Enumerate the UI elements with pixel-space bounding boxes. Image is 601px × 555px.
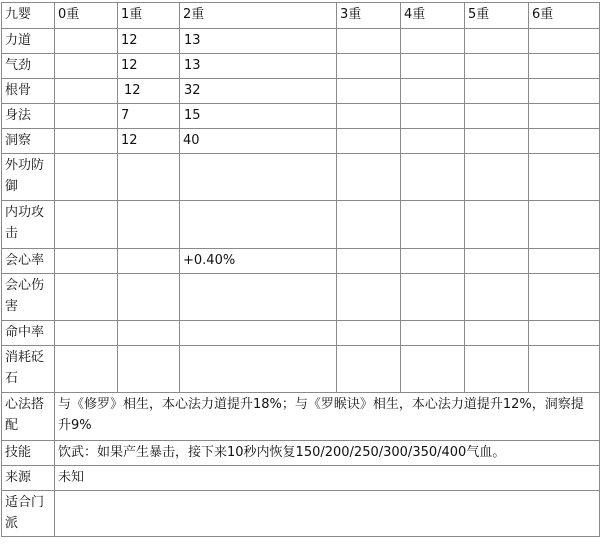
table-cell <box>180 201 337 249</box>
table-cell: 7 <box>118 104 180 129</box>
table-row <box>2 129 600 154</box>
table-row <box>2 249 600 274</box>
table-row <box>2 29 600 54</box>
table-cell <box>401 274 465 321</box>
table-cell <box>465 129 529 154</box>
table-cell <box>337 54 401 79</box>
table-row <box>2 154 600 201</box>
table-cell <box>55 104 118 129</box>
table-cell <box>55 249 118 274</box>
table-cell <box>118 201 180 249</box>
table-cell <box>55 29 118 54</box>
table-cell <box>529 79 600 104</box>
table-cell <box>401 79 465 104</box>
row-label: 身法 <box>2 104 55 129</box>
table-cell <box>55 274 118 321</box>
table-cell: 32 <box>180 79 337 104</box>
table-cell <box>337 249 401 274</box>
table-row <box>2 201 600 249</box>
table-cell <box>55 79 118 104</box>
table-cell <box>529 104 600 129</box>
detail-row-source <box>2 466 600 491</box>
table-cell <box>55 201 118 249</box>
table-cell <box>529 346 600 393</box>
table-cell <box>337 154 401 201</box>
table-cell <box>465 249 529 274</box>
row-label: 消耗砭石 <box>2 346 55 393</box>
table-cell <box>118 321 180 346</box>
table-cell <box>529 154 600 201</box>
level-2-header: 2重 <box>180 3 337 29</box>
row-label: 力道 <box>2 29 55 54</box>
detail-label: 心法搭配 <box>2 393 55 441</box>
table-cell <box>180 346 337 393</box>
detail-row-heart-method <box>2 393 600 441</box>
table-row <box>2 104 600 129</box>
table-cell <box>118 249 180 274</box>
table-cell <box>401 154 465 201</box>
row-label: 外功防御 <box>2 154 55 201</box>
level-0-header: 0重 <box>55 3 118 29</box>
table-row <box>2 54 600 79</box>
detail-row-skill <box>2 441 600 466</box>
detail-row-sect <box>2 491 600 537</box>
detail-label: 适合门派 <box>2 491 55 537</box>
table-cell <box>337 321 401 346</box>
row-label: 命中率 <box>2 321 55 346</box>
table-cell <box>465 321 529 346</box>
table-cell <box>465 104 529 129</box>
table-cell: 13 <box>180 29 337 54</box>
table-cell <box>337 79 401 104</box>
row-label: 气劲 <box>2 54 55 79</box>
table-cell <box>401 249 465 274</box>
table-cell <box>529 321 600 346</box>
table-cell <box>401 129 465 154</box>
table-cell <box>337 129 401 154</box>
table-cell <box>465 274 529 321</box>
table-cell <box>180 154 337 201</box>
table-cell <box>337 29 401 54</box>
table-cell: 12 <box>118 54 180 79</box>
table-cell <box>55 129 118 154</box>
level-3-header: 3重 <box>337 3 401 29</box>
stats-table <box>1 2 600 537</box>
table-cell <box>465 201 529 249</box>
table-cell <box>401 54 465 79</box>
table-cell: 40 <box>180 129 337 154</box>
table-cell <box>401 201 465 249</box>
table-cell <box>337 346 401 393</box>
detail-label: 来源 <box>2 466 55 491</box>
table-cell <box>401 321 465 346</box>
table-cell <box>55 54 118 79</box>
table-cell <box>337 274 401 321</box>
table-cell <box>529 29 600 54</box>
table-cell <box>465 29 529 54</box>
level-1-header: 1重 <box>118 3 180 29</box>
row-label: 会心率 <box>2 249 55 274</box>
table-row <box>2 346 600 393</box>
table-cell <box>55 346 118 393</box>
level-6-header: 6重 <box>529 3 600 29</box>
detail-label: 技能 <box>2 441 55 466</box>
table-row <box>2 321 600 346</box>
detail-text <box>55 491 600 537</box>
table-cell <box>529 201 600 249</box>
level-4-header: 4重 <box>401 3 465 29</box>
table-cell <box>55 321 118 346</box>
table-cell <box>118 154 180 201</box>
table-cell <box>180 274 337 321</box>
table-cell <box>465 346 529 393</box>
table-cell <box>55 154 118 201</box>
table-cell <box>465 54 529 79</box>
table-cell <box>529 129 600 154</box>
table-cell <box>401 29 465 54</box>
table-cell: +0.40% <box>180 249 337 274</box>
table-cell: 15 <box>180 104 337 129</box>
table-cell: 13 <box>180 54 337 79</box>
table-cell <box>401 104 465 129</box>
table-cell <box>465 154 529 201</box>
level-5-header: 5重 <box>465 3 529 29</box>
detail-text: 饮武：如果产生暴击，接下来10秒内恢复150/200/250/300/350/400气血。 <box>55 441 600 466</box>
table-cell <box>118 346 180 393</box>
table-row <box>2 274 600 321</box>
header-label: 九婴 <box>2 3 55 29</box>
table-cell <box>529 274 600 321</box>
header-row <box>2 3 600 29</box>
table-cell <box>401 346 465 393</box>
table-cell <box>180 321 337 346</box>
table-cell <box>337 201 401 249</box>
detail-text: 与《修罗》相生，本心法力道提升18%；与《罗睺诀》相生，本心法力道提升12%，洞察提升9% <box>55 393 600 441</box>
table-cell <box>337 104 401 129</box>
table-cell: 12 <box>118 129 180 154</box>
table-row <box>2 79 600 104</box>
row-label: 会心伤害 <box>2 274 55 321</box>
row-label: 洞察 <box>2 129 55 154</box>
table-cell <box>529 249 600 274</box>
table-cell <box>529 54 600 79</box>
table-cell: 12 <box>118 79 180 104</box>
table-cell: 12 <box>118 29 180 54</box>
table-cell <box>118 274 180 321</box>
row-label: 内功攻击 <box>2 201 55 249</box>
row-label: 根骨 <box>2 79 55 104</box>
table-cell <box>465 79 529 104</box>
detail-text: 未知 <box>55 466 600 491</box>
